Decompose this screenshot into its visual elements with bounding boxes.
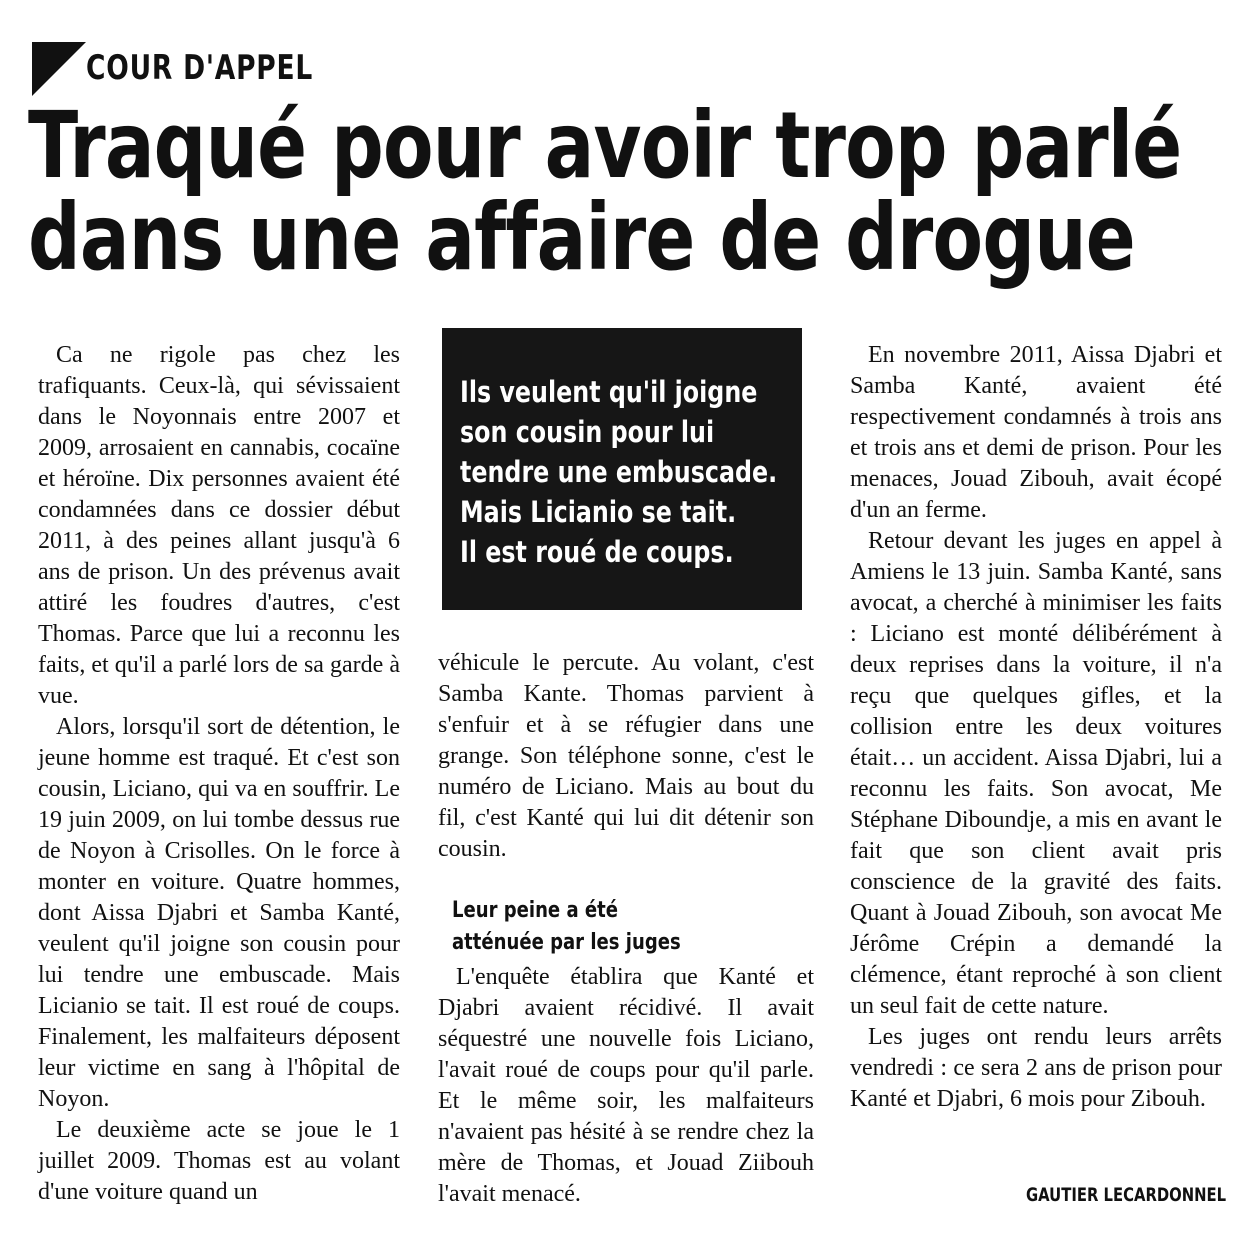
headline-line-1: Traqué pour avoir trop parlé (28, 92, 1182, 199)
article-column-2 (438, 648, 814, 865)
paragraph: L'enquête établira que Kanté et Djabri avaient récidivé. Il avait séquestré une nouvelle fois Liciano, l'avait roué de coups pour qu'il parle. Et le même soir, les malfaiteurs n'avaient pas hésité à se rendre chez la mère de Thomas, et Jouad Ziibouh l'avait menacé. (438, 964, 814, 1207)
paragraph: Les juges ont rendu leurs arrêts vendredi : ce sera 2 ans de prison pour Kanté et Djabri, 6 mois pour Zibouh. (850, 1024, 1222, 1112)
paragraph: En novembre 2011, Aissa Djabri et Samba Kanté, avaient été respectivement condamnés à trois ans et trois ans et demi de prison. Pour les menaces, Jouad Zibouh, avait écopé d'un an ferme. (850, 342, 1222, 523)
subheading-line-1: Leur peine a été (452, 898, 618, 923)
pull-quote-line: Mais Licianio se tait. (460, 495, 737, 529)
byline: GAUTIER LECARDONNEL (1026, 1184, 1227, 1206)
article-column-1 (38, 340, 400, 1208)
pull-quote-line: tendre une embuscade. (460, 455, 778, 489)
paragraph: Retour devant les juges en appel à Amiens le 13 juin. Samba Kanté, sans avocat, a cherché à minimiser les faits : Liciano est monté délibérément à deux reprises dans la voiture, il n'a reçu que quelques gifles, et la collision entre les deux voitures était… un accident. Aissa Djabri, lui a reconnu les faits. Son avocat, Me Stéphane Diboundje, a mis en avant le fait que son client avait pris conscience de la gravité des faits. Quant à Jouad Zibouh, son avocat Me Jérôme Crépin a demandé la clémence, étant reproché à son client un seul fait de cette nature. (850, 528, 1222, 1019)
article-column-2-continued (438, 962, 814, 1210)
pull-quote-line: son cousin pour lui (460, 415, 715, 449)
rubric-label: COUR D'APPEL (86, 48, 314, 88)
subheading (452, 895, 812, 959)
pull-quote-line: Ils veulent qu'il joigne (460, 375, 758, 409)
section-rubric (32, 42, 332, 96)
pull-quote-line: Il est roué de coups. (460, 535, 734, 569)
paragraph: Le deuxième acte se joue le 1 juillet 2009. Thomas est au volant d'une voiture quand un (38, 1117, 400, 1205)
article-column-3 (850, 340, 1222, 1115)
paragraph: Ca ne rigole pas chez les trafiquants. Ceux-là, qui sévissaient dans le Noyonnais entre 2007 et 2009, arrosaient en cannabis, cocaïne et héroïne. Dix personnes avaient été condamnées dans ce dossier début 2011, à des peines allant jusqu'à 6 ans de prison. Un des prévenus avait attiré les foudres d'autres, c'est Thomas. Parce que lui a reconnu les faits, et qu'il a parlé lors de sa garde à vue. (38, 342, 400, 709)
headline (28, 92, 1248, 291)
headline-line-2: dans une affaire de drogue (28, 184, 1135, 291)
paragraph: véhicule le percute. Au volant, c'est Samba Kante. Thomas parvient à s'enfuir et à se réfugier dans une grange. Son téléphone sonne, c'est le numéro de Liciano. Mais au bout du fil, c'est Kanté qui lui dit détenir son cousin. (438, 650, 814, 862)
subheading-line-2: atténuée par les juges (452, 930, 681, 955)
paragraph: Alors, lorsqu'il sort de détention, le jeune homme est traqué. Et c'est son cousin, Liciano, qui va en souffrir. Le 19 juin 2009, on lui tombe dessus rue de Noyon à Crisolles. On le force à monter en voiture. Quatre hommes, dont Aissa Djabri et Samba Kanté, veulent qu'il joigne son cousin pour lui tendre une embuscade. Mais Licianio se tait. Il est roué de coups. Finalement, les malfaiteurs déposent leur victime en sang à l'hôpital de Noyon. (38, 714, 400, 1112)
rubric-triangle-icon (32, 42, 86, 96)
pull-quote (442, 328, 802, 610)
